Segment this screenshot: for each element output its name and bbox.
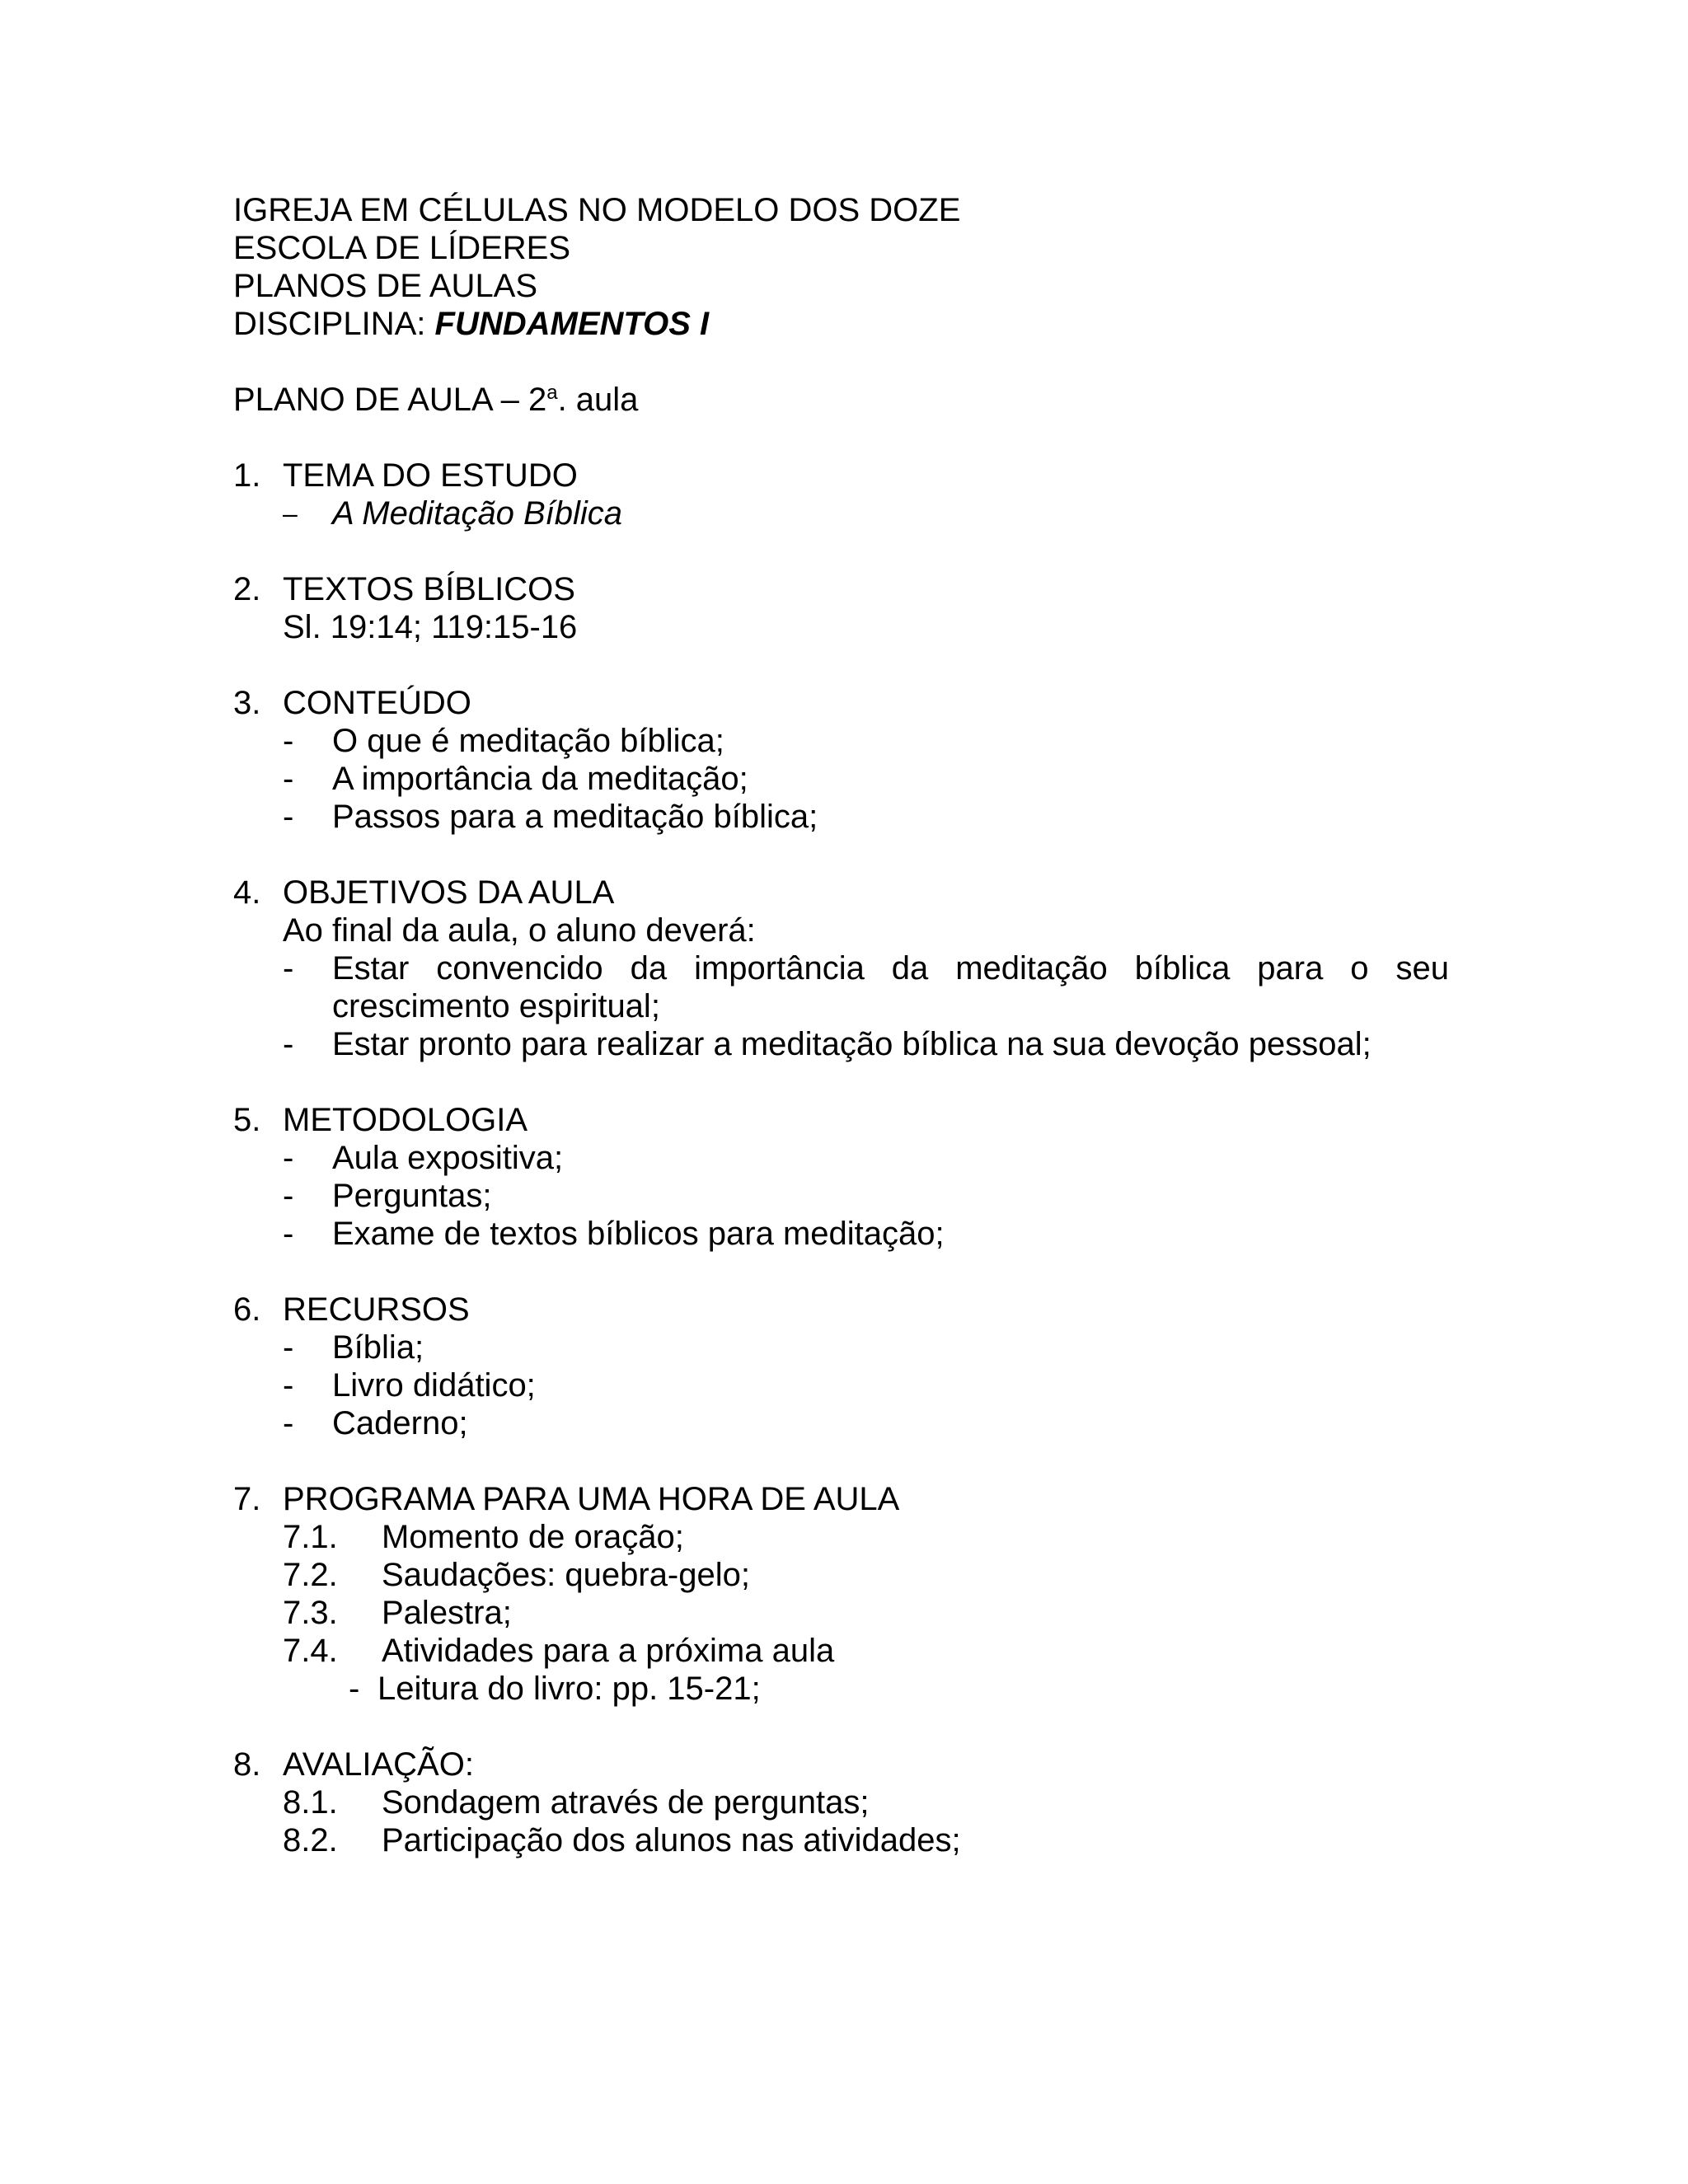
discipline-label: DISCIPLINA: bbox=[233, 306, 435, 342]
numbered-item bbox=[233, 1594, 1449, 1632]
section-title: TEXTOS BÍBLICOS bbox=[283, 571, 575, 607]
list-item bbox=[233, 1366, 1449, 1404]
section-number: 6. bbox=[233, 1291, 261, 1328]
section-tema bbox=[233, 457, 1449, 532]
item-text: Sondagem através de perguntas; bbox=[382, 1784, 870, 1821]
list-item-text: Livro didático; bbox=[332, 1367, 536, 1404]
section-number: 8. bbox=[233, 1746, 261, 1783]
section-number: 5. bbox=[233, 1102, 261, 1138]
dash-bullet: - bbox=[283, 723, 294, 759]
list-item-text: Passos para a meditação bíblica; bbox=[332, 799, 818, 835]
list-item-text: Bíblia; bbox=[332, 1329, 424, 1366]
section-number: 7. bbox=[233, 1481, 261, 1517]
plans-title: PLANOS DE AULAS bbox=[233, 268, 538, 304]
numbered-item bbox=[233, 1821, 1449, 1859]
church-title: IGREJA EM CÉLULAS NO MODELO DOS DOZE bbox=[233, 192, 961, 228]
section-title: RECURSOS bbox=[283, 1291, 470, 1328]
item-number: 7.1. bbox=[283, 1519, 338, 1555]
bible-references: Sl. 19:14; 119:15-16 bbox=[283, 609, 578, 645]
section-number: 3. bbox=[233, 685, 261, 721]
section-heading bbox=[233, 1480, 1449, 1518]
list-item bbox=[233, 1139, 1449, 1177]
item-text: Atividades para a próxima aula bbox=[382, 1633, 835, 1669]
dash-bullet: - bbox=[283, 1405, 294, 1441]
numbered-item bbox=[233, 1783, 1449, 1821]
section-heading bbox=[233, 874, 1449, 912]
list-item bbox=[233, 494, 1449, 532]
dash-bullet: - bbox=[283, 1329, 294, 1366]
section-metodologia bbox=[233, 1101, 1449, 1253]
list-item bbox=[233, 949, 1449, 1025]
list-item bbox=[233, 1177, 1449, 1215]
plan-title-suffix: . aula bbox=[557, 382, 639, 418]
list-item bbox=[233, 1329, 1449, 1366]
list-item-text: Aula expositiva; bbox=[332, 1140, 564, 1176]
list-item bbox=[233, 1670, 1449, 1708]
section-heading bbox=[233, 1746, 1449, 1783]
list-item-text: Estar pronto para realizar a meditação bíblica na sua devoção pessoal; bbox=[332, 1026, 1372, 1062]
section-title: TEMA DO ESTUDO bbox=[283, 457, 578, 494]
list-item-text: Caderno; bbox=[332, 1405, 468, 1441]
study-theme: A Meditação Bíblica bbox=[332, 495, 623, 532]
section-conteudo bbox=[233, 684, 1449, 836]
dash-bullet: - bbox=[349, 1671, 360, 1707]
dash-bullet: - bbox=[283, 1216, 294, 1252]
plan-title-prefix: PLANO DE AULA – 2 bbox=[233, 382, 547, 418]
section-title: CONTEÚDO bbox=[283, 685, 471, 721]
numbered-item bbox=[233, 1518, 1449, 1556]
section-programa bbox=[233, 1480, 1449, 1708]
list-item-text: O que é meditação bíblica; bbox=[332, 723, 724, 759]
item-text: Momento de oração; bbox=[382, 1519, 684, 1555]
reading-assignment: Leitura do livro: pp. 15-21; bbox=[377, 1671, 761, 1707]
item-number: 7.4. bbox=[283, 1633, 338, 1669]
lesson-plan bbox=[233, 191, 1449, 1859]
list-item bbox=[233, 1404, 1449, 1442]
school-title: ESCOLA DE LÍDERES bbox=[233, 230, 571, 266]
discipline-line bbox=[233, 305, 1449, 343]
dash-bullet: - bbox=[283, 799, 294, 835]
dash-bullet: - bbox=[283, 950, 294, 987]
section-number: 2. bbox=[233, 571, 261, 607]
section-textos bbox=[233, 570, 1449, 646]
section-heading bbox=[233, 1101, 1449, 1139]
section-heading bbox=[233, 1291, 1449, 1329]
item-text: Palestra; bbox=[382, 1595, 512, 1631]
item-number: 7.3. bbox=[283, 1595, 338, 1631]
list-item bbox=[233, 722, 1449, 760]
document-header bbox=[233, 191, 1449, 343]
dash-bullet: – bbox=[283, 499, 298, 528]
section-title: PROGRAMA PARA UMA HORA DE AULA bbox=[283, 1481, 900, 1517]
plan-title bbox=[233, 381, 1449, 419]
numbered-item bbox=[233, 1632, 1449, 1670]
item-text: Participação dos alunos nas atividades; bbox=[382, 1822, 961, 1858]
section-title: METODOLOGIA bbox=[283, 1102, 528, 1138]
section-heading bbox=[233, 457, 1449, 494]
section-title: OBJETIVOS DA AULA bbox=[283, 874, 615, 911]
dash-bullet: - bbox=[283, 1178, 294, 1214]
plan-title-superscript: a bbox=[546, 382, 558, 404]
section-recursos bbox=[233, 1291, 1449, 1442]
section-title: AVALIAÇÃO: bbox=[283, 1746, 474, 1783]
numbered-item bbox=[233, 1556, 1449, 1594]
item-number: 8.1. bbox=[283, 1784, 338, 1821]
discipline-value: FUNDAMENTOS I bbox=[434, 306, 710, 342]
dash-bullet: - bbox=[283, 761, 294, 797]
list-item-text: Estar convencido da importância da meditação bíblica para o seu crescimento espiritual; bbox=[332, 950, 1449, 1024]
list-item-text: Exame de textos bíblicos para meditação; bbox=[332, 1216, 945, 1252]
list-item bbox=[233, 1215, 1449, 1253]
list-item bbox=[233, 1025, 1449, 1063]
item-number: 8.2. bbox=[283, 1822, 338, 1858]
section-avaliacao bbox=[233, 1746, 1449, 1859]
section-number: 1. bbox=[233, 457, 261, 494]
section-heading bbox=[233, 684, 1449, 722]
section-objetivos bbox=[233, 874, 1449, 1063]
item-text: Saudações: quebra-gelo; bbox=[382, 1557, 750, 1593]
dash-bullet: - bbox=[283, 1367, 294, 1404]
section-number: 4. bbox=[233, 874, 261, 911]
list-item bbox=[233, 760, 1449, 798]
list-item-text: A importância da meditação; bbox=[332, 761, 748, 797]
objectives-intro: Ao final da aula, o aluno deverá: bbox=[283, 912, 756, 949]
list-item bbox=[233, 798, 1449, 836]
section-heading bbox=[233, 570, 1449, 608]
dash-bullet: - bbox=[283, 1140, 294, 1176]
dash-bullet: - bbox=[283, 1026, 294, 1062]
item-number: 7.2. bbox=[283, 1557, 338, 1593]
list-item-text: Perguntas; bbox=[332, 1178, 492, 1214]
